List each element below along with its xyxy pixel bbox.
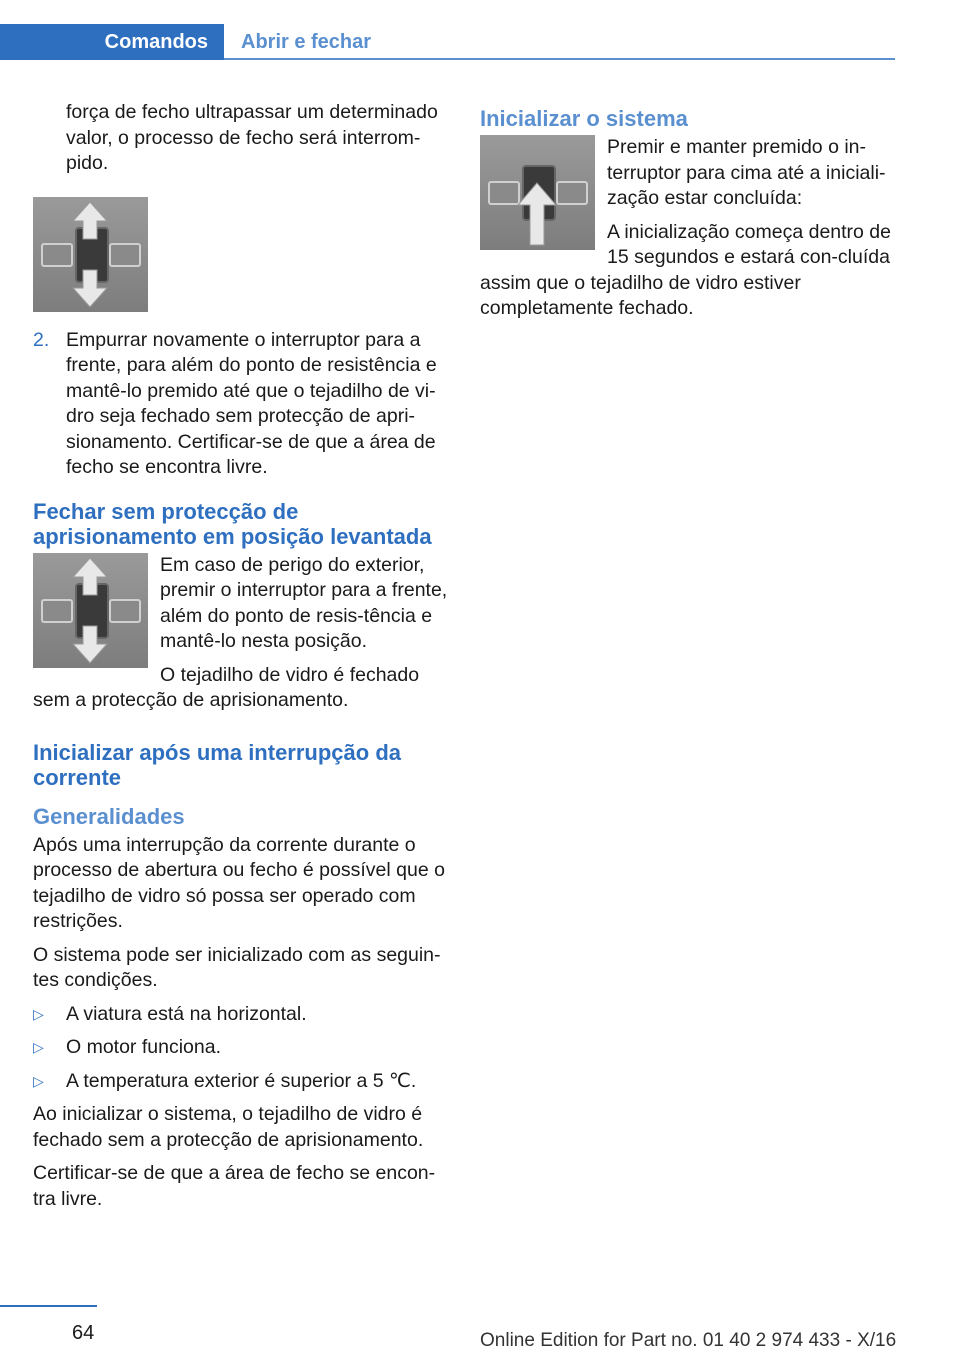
- switch-forward-figure: [33, 553, 148, 668]
- header-rule: [224, 58, 895, 60]
- paragraph-forca-fecho: força de fecho ultrapassar um determinado valor, o processo de fecho será interrom-pido.: [66, 101, 438, 174]
- heading-inicializar-interrupcao: Inicializar após uma interrupção da corrente: [33, 739, 401, 790]
- switch-up-down-figure: [33, 197, 148, 312]
- switch-up-figure: [480, 135, 595, 250]
- footer-rule: [0, 1305, 97, 1307]
- heading-generalidades: Generalidades: [33, 803, 185, 829]
- heading-fechar-sem-proteccao: Fechar sem protecção de aprisionamento em posição levantada: [33, 498, 432, 549]
- heading-inicializar-sistema: Inicializar o sistema: [480, 106, 688, 131]
- generalidades-paragraph-4: Certificar-se de que a área de fecho se encon-tra livre.: [33, 1162, 436, 1210]
- step-text: Empurrar novamente o interruptor para a frente, para além do ponto de resistência e mantê-lo premido até que o tejadilho de vi-dro seja fechado sem protecção de apri-sionamento. Certificar-se de que a área de fecho se encontra livre.: [66, 328, 437, 478]
- triangle-bullet-icon: ▷: [33, 1072, 44, 1089]
- up-down-arrow-icon: [33, 553, 148, 668]
- tab-abrir-e-fechar[interactable]: Abrir e fechar: [241, 30, 372, 53]
- step-2: [33, 328, 448, 481]
- up-arrow-icon: [480, 135, 595, 250]
- page-number: 64: [72, 1322, 95, 1344]
- sistema-section: [480, 135, 895, 330]
- generalidades-paragraph-3: Ao inicializar o sistema, o tejadilho de vidro é fechado sem a protecção de aprisionamento.: [33, 1103, 424, 1151]
- right-column: [480, 100, 895, 330]
- footer-edition: Online Edition for Part no. 01 40 2 974 433 - X/16: [480, 1330, 897, 1351]
- list-item: ▷ A viatura está na horizontal.: [33, 1002, 448, 1028]
- fechar-paragraph-2: O tejadilho de vidro é fechado sem a protecção de aprisionamento.: [33, 663, 420, 711]
- list-item: ▷ A temperatura exterior é superior a 5 ℃.: [33, 1069, 448, 1095]
- generalidades-paragraph-2: O sistema pode ser inicializado com as seguin-tes condições.: [33, 943, 441, 991]
- triangle-bullet-icon: ▷: [33, 1005, 44, 1022]
- fechar-section: [33, 553, 448, 722]
- page-header: [0, 0, 895, 62]
- sistema-paragraph-1: Premir e manter premido o in-terruptor para cima até a iniciali-zação estar concluída:: [607, 136, 886, 209]
- up-down-arrow-icon: [33, 197, 148, 312]
- left-column: [33, 100, 448, 1220]
- list-item: ▷ O motor funciona.: [33, 1035, 448, 1061]
- triangle-bullet-icon: ▷: [33, 1039, 44, 1055]
- tab-comandos[interactable]: Comandos: [0, 24, 224, 60]
- fechar-paragraph-1: Em caso de perigo do exterior, premir o interruptor para a frente, além do ponto de resis-tência e mantê-lo nesta posição.: [160, 553, 448, 652]
- step-number: 2.: [33, 328, 50, 351]
- generalidades-paragraph-1: Após uma interrupção da corrente durante o processo de abertura ou fecho é possível que o tejadilho de vidro só possa ser operado com restrições.: [33, 833, 445, 932]
- sistema-paragraph-2: A inicialização começa dentro de 15 segundos e estará con-cluída assim que o tejadilho de vidro estiver completamente fechado.: [480, 220, 891, 319]
